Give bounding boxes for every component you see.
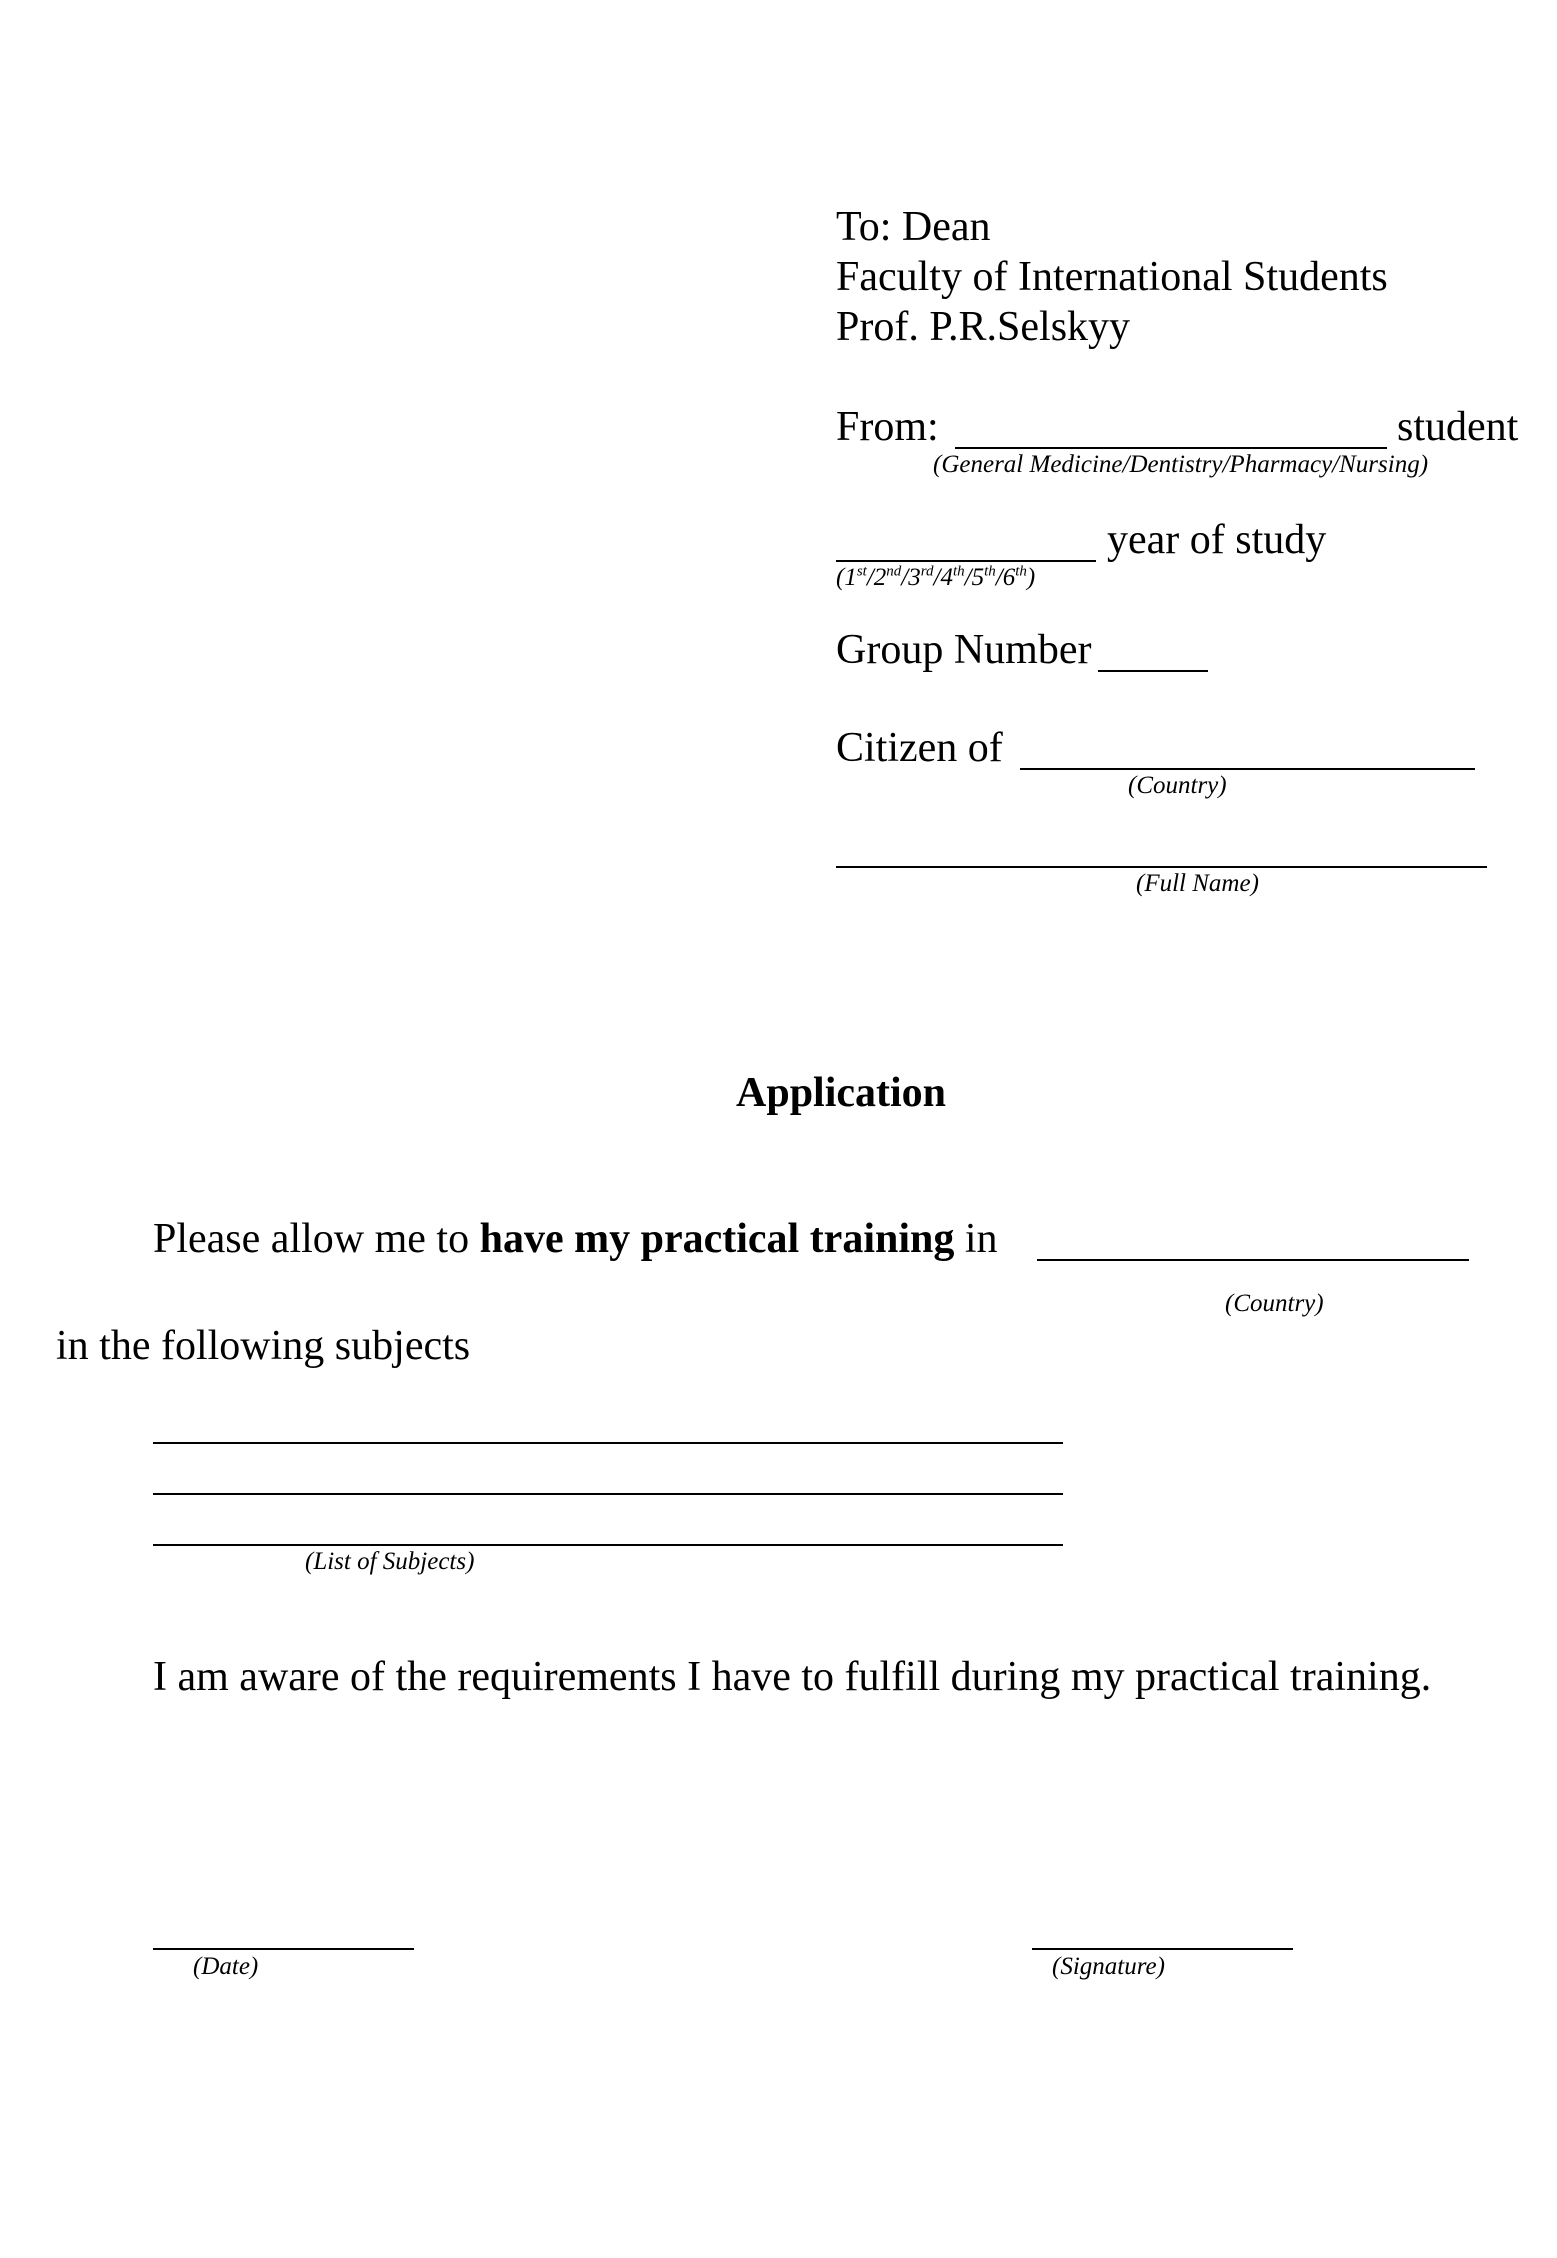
training-country-hint: (Country) (1225, 1290, 1324, 1317)
specialty-hint: (General Medicine/Dentistry/Pharmacy/Nursing) (933, 451, 1429, 478)
prof-line: Prof. P.R.Selskyy (836, 304, 1131, 350)
subjects-hint: (List of Subjects) (305, 1548, 475, 1575)
full-name-input-line[interactable] (836, 866, 1487, 868)
full-name-hint: (Full Name) (1136, 870, 1259, 897)
group-number-input-line[interactable] (1098, 670, 1208, 672)
date-input-line[interactable] (153, 1948, 414, 1950)
signature-input-line[interactable] (1032, 1948, 1293, 1950)
training-request-text: Please allow me to have my practical training in (153, 1216, 998, 1262)
subjects-intro-text: in the following subjects (56, 1323, 471, 1369)
year-of-study-label: year of study (1107, 517, 1327, 563)
citizen-label: Citizen of (836, 725, 1003, 771)
citizen-country-hint: (Country) (1128, 772, 1227, 799)
subject-line-3[interactable] (153, 1544, 1063, 1546)
signature-hint: (Signature) (1052, 1953, 1165, 1980)
student-word: student (1397, 404, 1519, 450)
subject-line-1[interactable] (153, 1442, 1063, 1444)
faculty-line: Faculty of International Students (836, 254, 1388, 300)
to-line: To: Dean (836, 204, 991, 250)
group-number-label: Group Number (836, 627, 1092, 673)
date-hint: (Date) (193, 1953, 259, 1980)
from-label: From: (836, 404, 939, 450)
page-title: Application (736, 1070, 947, 1116)
subject-line-2[interactable] (153, 1493, 1063, 1495)
specialty-input-line[interactable] (955, 447, 1387, 449)
training-country-input-line[interactable] (1037, 1259, 1469, 1261)
awareness-statement: I am aware of the requirements I have to fulfill during my practical training. (153, 1654, 1432, 1700)
year-hint: (1st/2nd/3rd/4th/5th/6th) (836, 563, 1036, 591)
citizen-country-input-line[interactable] (1020, 768, 1475, 770)
year-input-line[interactable] (836, 560, 1096, 562)
